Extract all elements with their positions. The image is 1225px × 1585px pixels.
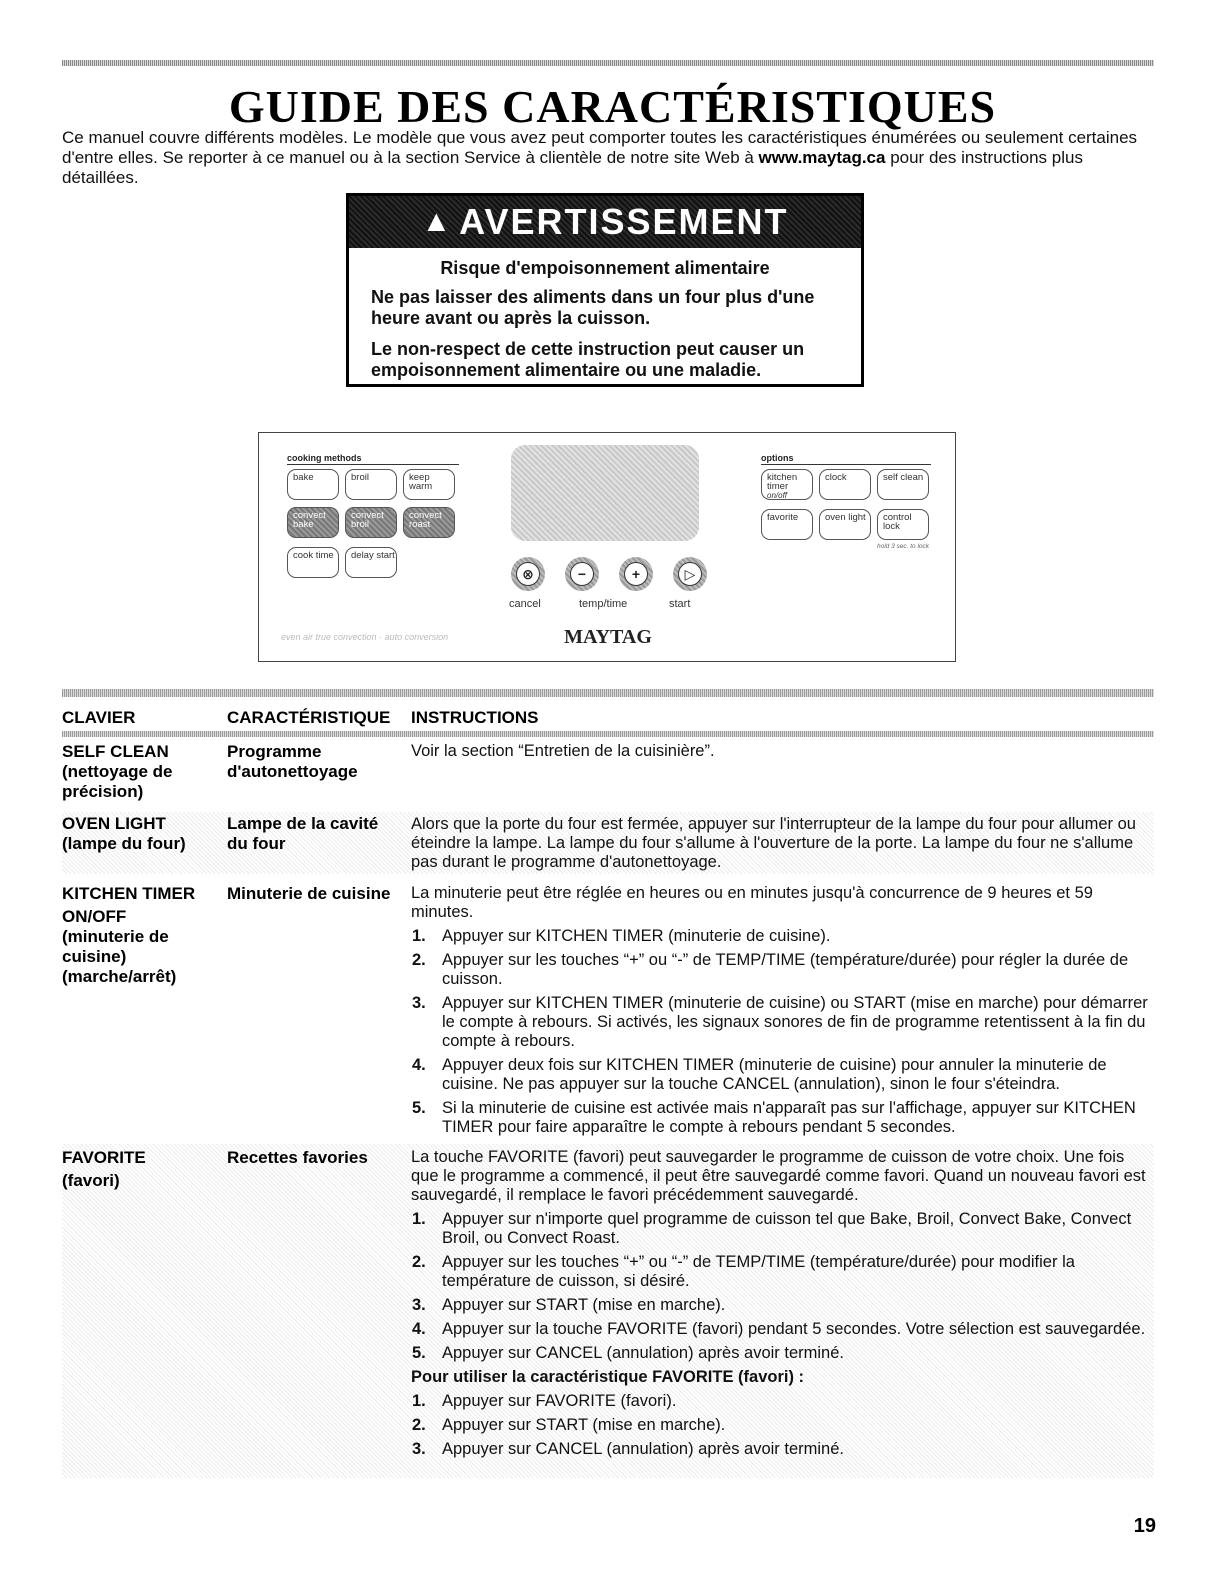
table-row [62, 884, 1154, 1140]
step-text: Appuyer sur KITCHEN TIMER (minuterie de cuisine). [442, 927, 831, 945]
step-number: 1. [412, 927, 426, 945]
options-title: options [761, 453, 931, 465]
warning-header [349, 196, 861, 248]
favorite-subheading: Pour utiliser la caractéristique FAVORITE (favori) : [411, 1368, 805, 1386]
cancel-label: cancel [509, 598, 541, 610]
step-text: Appuyer sur n'importe quel programme de cuisson tel que Bake, Broil, Convect Bake, Convect Broil, ou Convect Roast. [442, 1210, 1132, 1247]
step-text: Appuyer sur CANCEL (annulation) après avoir terminé. [442, 1344, 844, 1362]
step-number: 2. [412, 1416, 426, 1434]
display-screen [511, 445, 699, 541]
step-number: 1. [412, 1210, 426, 1228]
row-text: La touche FAVORITE (favori) peut sauvegarder le programme de cuisson de votre choix. Une fois que le programme a commencé, il peut être sauvegardé comme favori. Quand un nouveau favori est sauvegardé, il remplace le favori précédemment sauvegardé. [411, 1148, 1146, 1204]
plus-icon: + [624, 562, 648, 586]
brand-logo: MAYTAG [564, 626, 652, 648]
keypad-line-1: FAVORITE [62, 1148, 146, 1167]
self-clean-button[interactable]: self clean [877, 469, 929, 500]
start-label: start [669, 598, 691, 610]
control-panel-illustration [258, 432, 956, 662]
list-item [411, 1056, 1151, 1094]
step-number: 3. [412, 1296, 426, 1314]
step-number: 2. [412, 1253, 426, 1271]
step-number: 3. [412, 994, 426, 1012]
list-item [411, 1320, 1151, 1339]
warning-line-2: Le non-respect de cette instruction peut causer un empoisonnement alimentaire ou une maladie. [371, 339, 805, 380]
row-feature: Recettes favories [227, 1148, 368, 1167]
broil-button[interactable]: broil [345, 469, 397, 500]
kitchen-timer-button[interactable] [761, 469, 813, 500]
cook-time-button[interactable]: cook time [287, 547, 339, 578]
list-item [411, 1253, 1151, 1291]
table-top-rule [62, 689, 1154, 697]
intro-text-start: Ce manuel couvre différents modèles. Le modèle que vous avez peut comporter toutes les caractéristiques énumérées ou seulement certaines d'entre elles. Se reporter à ce manuel ou à la section Service à clientèle de notre site Web à [62, 128, 1138, 167]
list-item [411, 1392, 1151, 1411]
row-keypad: SELF CLEAN (nettoyage de précision) [62, 742, 173, 801]
row-keypad [62, 1148, 212, 1191]
step-number: 2. [412, 951, 426, 969]
list-item [411, 1099, 1151, 1137]
list-item [411, 1210, 1151, 1248]
panel-tagline: even air true convection · auto conversion [281, 632, 449, 642]
play-icon: ▷ [678, 562, 702, 586]
step-text: Appuyer sur FAVORITE (favori). [442, 1392, 677, 1410]
lock-hint: hold 3 sec. to lock [877, 543, 930, 550]
list-item [411, 927, 1151, 946]
header-feature: CARACTÉRISTIQUE [227, 708, 391, 727]
delay-start-button[interactable]: delay start [345, 547, 397, 578]
step-text: Appuyer sur START (mise en marche). [442, 1416, 726, 1434]
row-text: Alors que la porte du four est fermée, appuyer sur l'interrupteur de la lampe du four pour allumer ou éteindre la lampe. La lampe du four s'allume à l'ouverture de la porte. La lampe du four ne s'allume pas durant le programme d'autonettoyage. [411, 815, 1136, 871]
favorite-button[interactable]: favorite [761, 509, 813, 540]
row-keypad [62, 884, 212, 987]
step-text: Appuyer sur CANCEL (annulation) après avoir terminé. [442, 1440, 844, 1458]
keypad-line-1: KITCHEN TIMER [62, 884, 196, 903]
page-number: 19 [1133, 1515, 1156, 1537]
minus-round-button[interactable] [565, 557, 599, 591]
temp-time-label: temp/time [579, 598, 628, 610]
list-item [411, 994, 1151, 1051]
table-header-rule [62, 731, 1154, 737]
step-text: Si la minuterie de cuisine est activée mais n'apparaît pas sur l'affichage, appuyer sur KITCHEN TIMER pour faire apparaître le compte à rebours pendant 5 secondes. [442, 1099, 1136, 1136]
row-feature: Programme d'autonettoyage [227, 742, 358, 781]
oven-light-button[interactable]: oven light [819, 509, 871, 540]
start-round-button[interactable] [673, 557, 707, 591]
row-feature: Minuterie de cuisine [227, 884, 391, 903]
step-number: 4. [412, 1320, 426, 1338]
step-number: 4. [412, 1056, 426, 1074]
row-instructions [411, 884, 1151, 1142]
header-keypad: CLAVIER [62, 708, 136, 727]
steps-list [411, 1210, 1151, 1363]
warning-triangle-icon: ▲ [421, 205, 454, 238]
row-instructions [411, 1148, 1151, 1464]
keypad-line-2: (favori) [62, 1171, 120, 1190]
step-number: 1. [412, 1392, 426, 1410]
row-keypad: OVEN LIGHT (lampe du four) [62, 814, 186, 853]
list-item [411, 1296, 1151, 1315]
convect-roast-button[interactable]: convect roast [403, 507, 455, 538]
row-text: La minuterie peut être réglée en heures ou en minutes jusqu'à concurrence de 9 heures et 59 minutes. [411, 884, 1093, 921]
table-row [62, 812, 1154, 874]
convect-broil-button[interactable]: convect broil [345, 507, 397, 538]
list-item [411, 1344, 1151, 1363]
row-instructions [411, 815, 1151, 877]
minus-icon: − [570, 562, 594, 586]
intro-text-end: pour des instructions plus détaillées. [62, 148, 1083, 187]
convect-bake-button[interactable]: convect bake [287, 507, 339, 538]
steps-list-2 [411, 1392, 1151, 1459]
row-instructions [411, 742, 1151, 766]
step-text: Appuyer sur START (mise en marche). [442, 1296, 726, 1314]
step-text: Appuyer sur les touches “+” ou “-” de TEMP/TIME (température/durée) pour régler la durée de cuisson. [442, 951, 1129, 988]
warning-heading: AVERTISSEMENT [459, 201, 789, 242]
row-text: Voir la section “Entretien de la cuisinière”. [411, 742, 715, 760]
step-number: 5. [412, 1344, 426, 1362]
control-lock-button[interactable]: control lock [877, 509, 929, 540]
step-text: Appuyer sur les touches “+” ou “-” de TEMP/TIME (température/durée) pour modifier la température de cuisson, si désiré. [442, 1253, 1075, 1290]
list-item [411, 1440, 1151, 1459]
cancel-round-button[interactable] [511, 557, 545, 591]
top-rule [62, 60, 1154, 66]
keypad-line-2: ON/OFF [62, 907, 127, 926]
website-link[interactable]: www.maytag.ca [758, 148, 886, 167]
page-title: GUIDE DES CARACTÉRISTIQUES [228, 81, 997, 132]
table-row [62, 1144, 1154, 1478]
intro-paragraph [62, 128, 1154, 188]
list-item [411, 951, 1151, 989]
warning-subtitle: Risque d'empoisonnement alimentaire [440, 258, 770, 278]
list-item [411, 1416, 1151, 1435]
table-row [62, 742, 1154, 804]
kitchen-timer-sublabel: on/off [767, 491, 788, 500]
keypad-line-3: (minuterie de cuisine) (marche/arrêt) [62, 927, 177, 986]
step-number: 3. [412, 1440, 426, 1458]
warning-line-1: Ne pas laisser des aliments dans un four plus d'une heure avant ou après la cuisson. [371, 287, 815, 328]
plus-round-button[interactable] [619, 557, 653, 591]
row-feature: Lampe de la cavité du four [227, 814, 379, 853]
step-text: Appuyer deux fois sur KITCHEN TIMER (minuterie de cuisine) pour annuler la minuterie de cuisine. Ne pas appuyer sur la touche CANCEL (annulation), sinon le four s'éteindra. [442, 1056, 1107, 1093]
warning-box [346, 193, 864, 387]
clock-button[interactable]: clock [819, 469, 871, 500]
cancel-icon: ⊗ [516, 562, 540, 586]
header-instructions: INSTRUCTIONS [411, 708, 539, 727]
kitchen-timer-label: kitchen timer [767, 472, 798, 492]
cooking-methods-title: cooking methods [287, 453, 459, 465]
step-number: 5. [412, 1099, 426, 1117]
steps-list [411, 927, 1151, 1137]
step-text: Appuyer sur la touche FAVORITE (favori) pendant 5 secondes. Votre sélection est sauvegardée. [442, 1320, 1146, 1338]
bake-button[interactable]: bake [287, 469, 339, 500]
step-text: Appuyer sur KITCHEN TIMER (minuterie de cuisine) ou START (mise en marche) pour démarrer le compte à rebours. Si activés, les signaux sonores de fin de programme retentissent à la fin du compte à rebours. [442, 994, 1148, 1050]
keep-warm-button[interactable]: keep warm [403, 469, 455, 500]
